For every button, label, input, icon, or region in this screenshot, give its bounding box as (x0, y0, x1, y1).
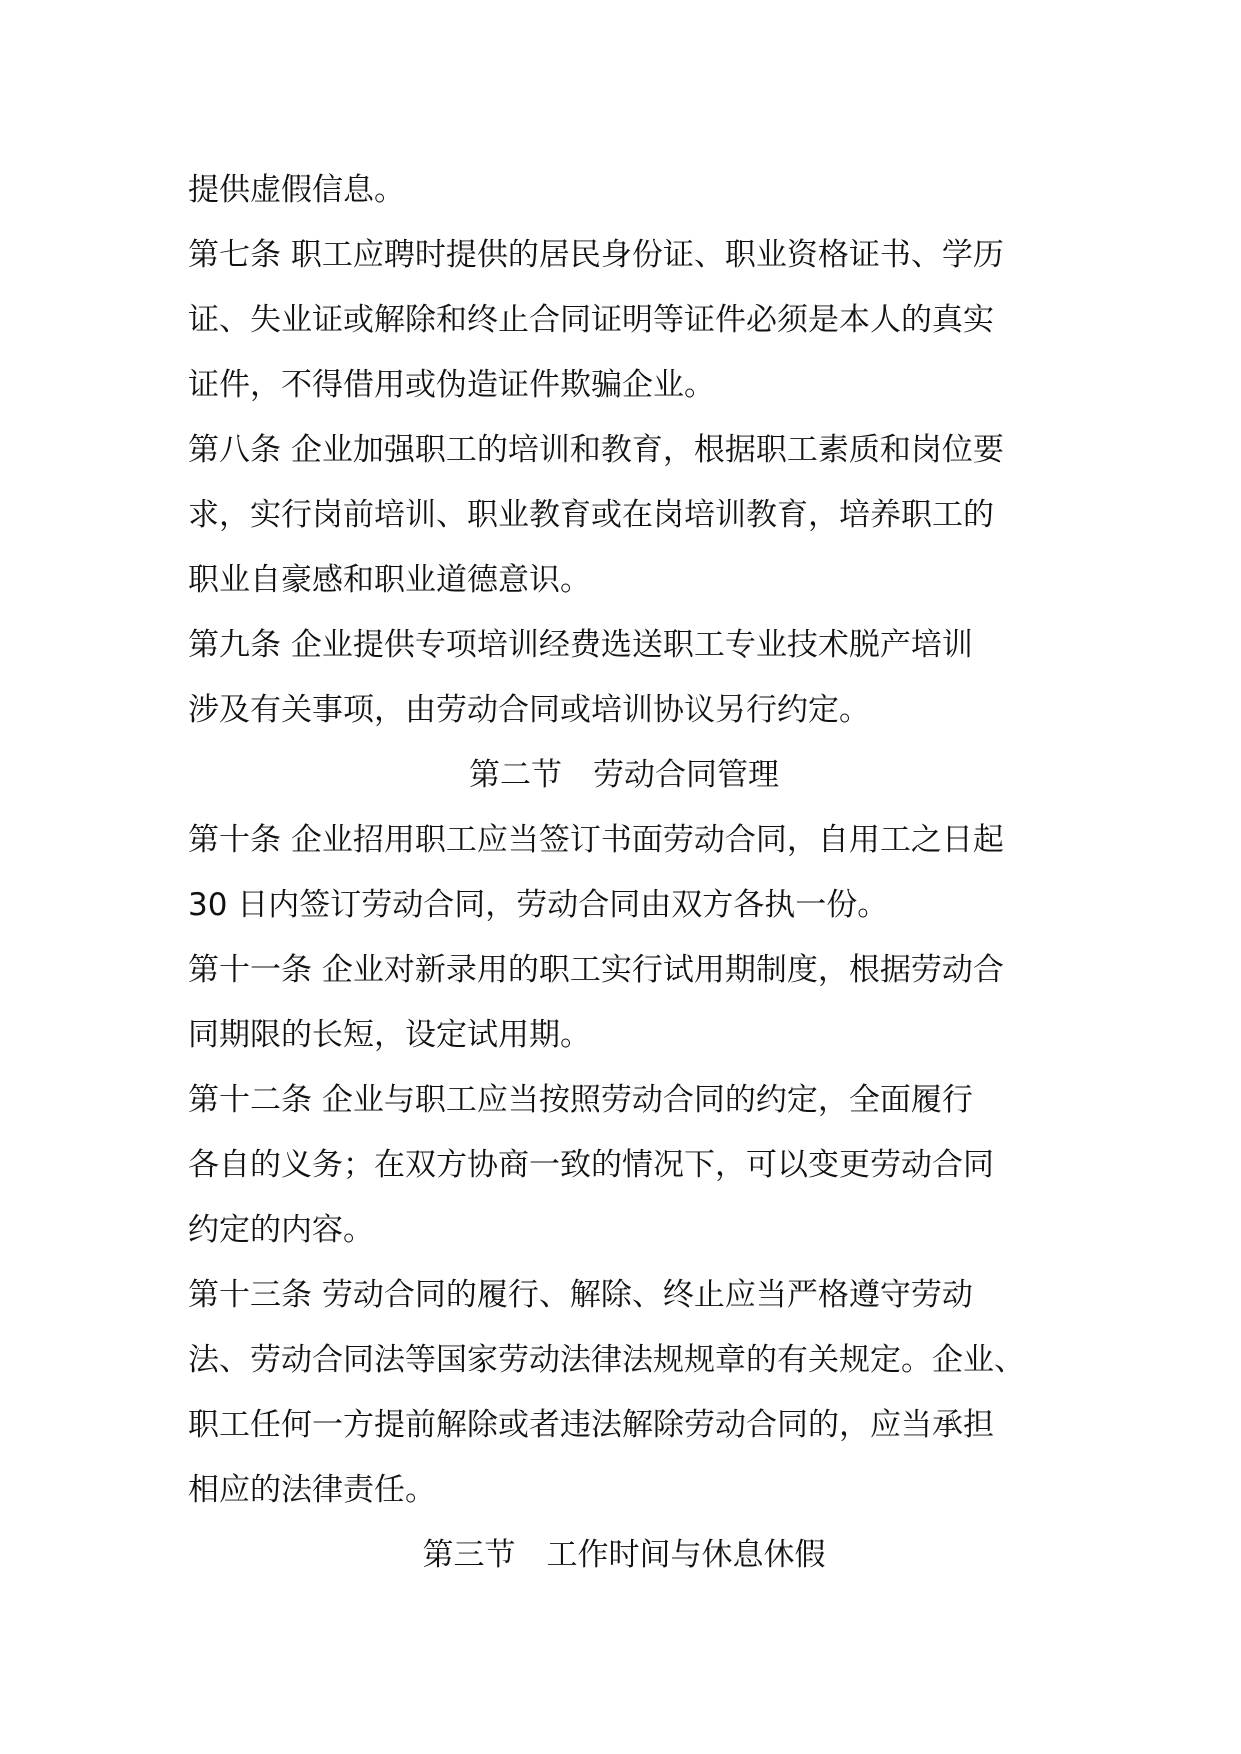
text-line: 约定的内容。 (188, 1212, 374, 1248)
section-2-heading: 第二节 劳动合同管理 (469, 757, 779, 793)
section-3-heading: 第三节 工作时间与休息休假 (422, 1537, 826, 1573)
text-line: 求，实行岗前培训、职业教育或在岗培训教育，培养职工的 (188, 497, 994, 533)
text-line: 职工任何一方提前解除或者违法解除劳动合同的，应当承担 (188, 1407, 994, 1443)
text-line: 提供虚假信息。 (188, 172, 405, 208)
text-line: 证件，不得借用或伪造证件欺骗企业。 (188, 367, 715, 403)
article-13-line: 第十三条 劳动合同的履行、解除、终止应当严格遵守劳动 (188, 1277, 973, 1313)
article-10-line: 第十条 企业招用职工应当签订书面劳动合同，自用工之日起 (188, 822, 1004, 858)
text-line: 30 日内签订劳动合同，劳动合同由双方各执一份。 (188, 887, 889, 923)
text-line: 同期限的长短，设定试用期。 (188, 1017, 591, 1053)
article-9-line: 第九条 企业提供专项培训经费选送职工专业技术脱产培训 (188, 627, 973, 663)
text-line: 涉及有关事项，由劳动合同或培训协议另行约定。 (188, 692, 870, 728)
text-line: 各自的义务；在双方协商一致的情况下，可以变更劳动合同 (188, 1147, 994, 1183)
article-12-line: 第十二条 企业与职工应当按照劳动合同的约定，全面履行 (188, 1082, 973, 1118)
text-line: 法、劳动合同法等国家劳动法律法规规章的有关规定。企业、 (188, 1342, 1025, 1378)
text-line: 职业自豪感和职业道德意识。 (188, 562, 591, 598)
article-8-line: 第八条 企业加强职工的培训和教育，根据职工素质和岗位要 (188, 432, 1004, 468)
article-7-line: 第七条 职工应聘时提供的居民身份证、职业资格证书、学历 (188, 237, 1004, 273)
text-line: 证、失业证或解除和终止合同证明等证件必须是本人的真实 (188, 302, 994, 338)
article-11-line: 第十一条 企业对新录用的职工实行试用期制度，根据劳动合 (188, 952, 1004, 988)
document-body (188, 158, 1060, 1588)
text-line: 相应的法律责任。 (188, 1472, 436, 1508)
